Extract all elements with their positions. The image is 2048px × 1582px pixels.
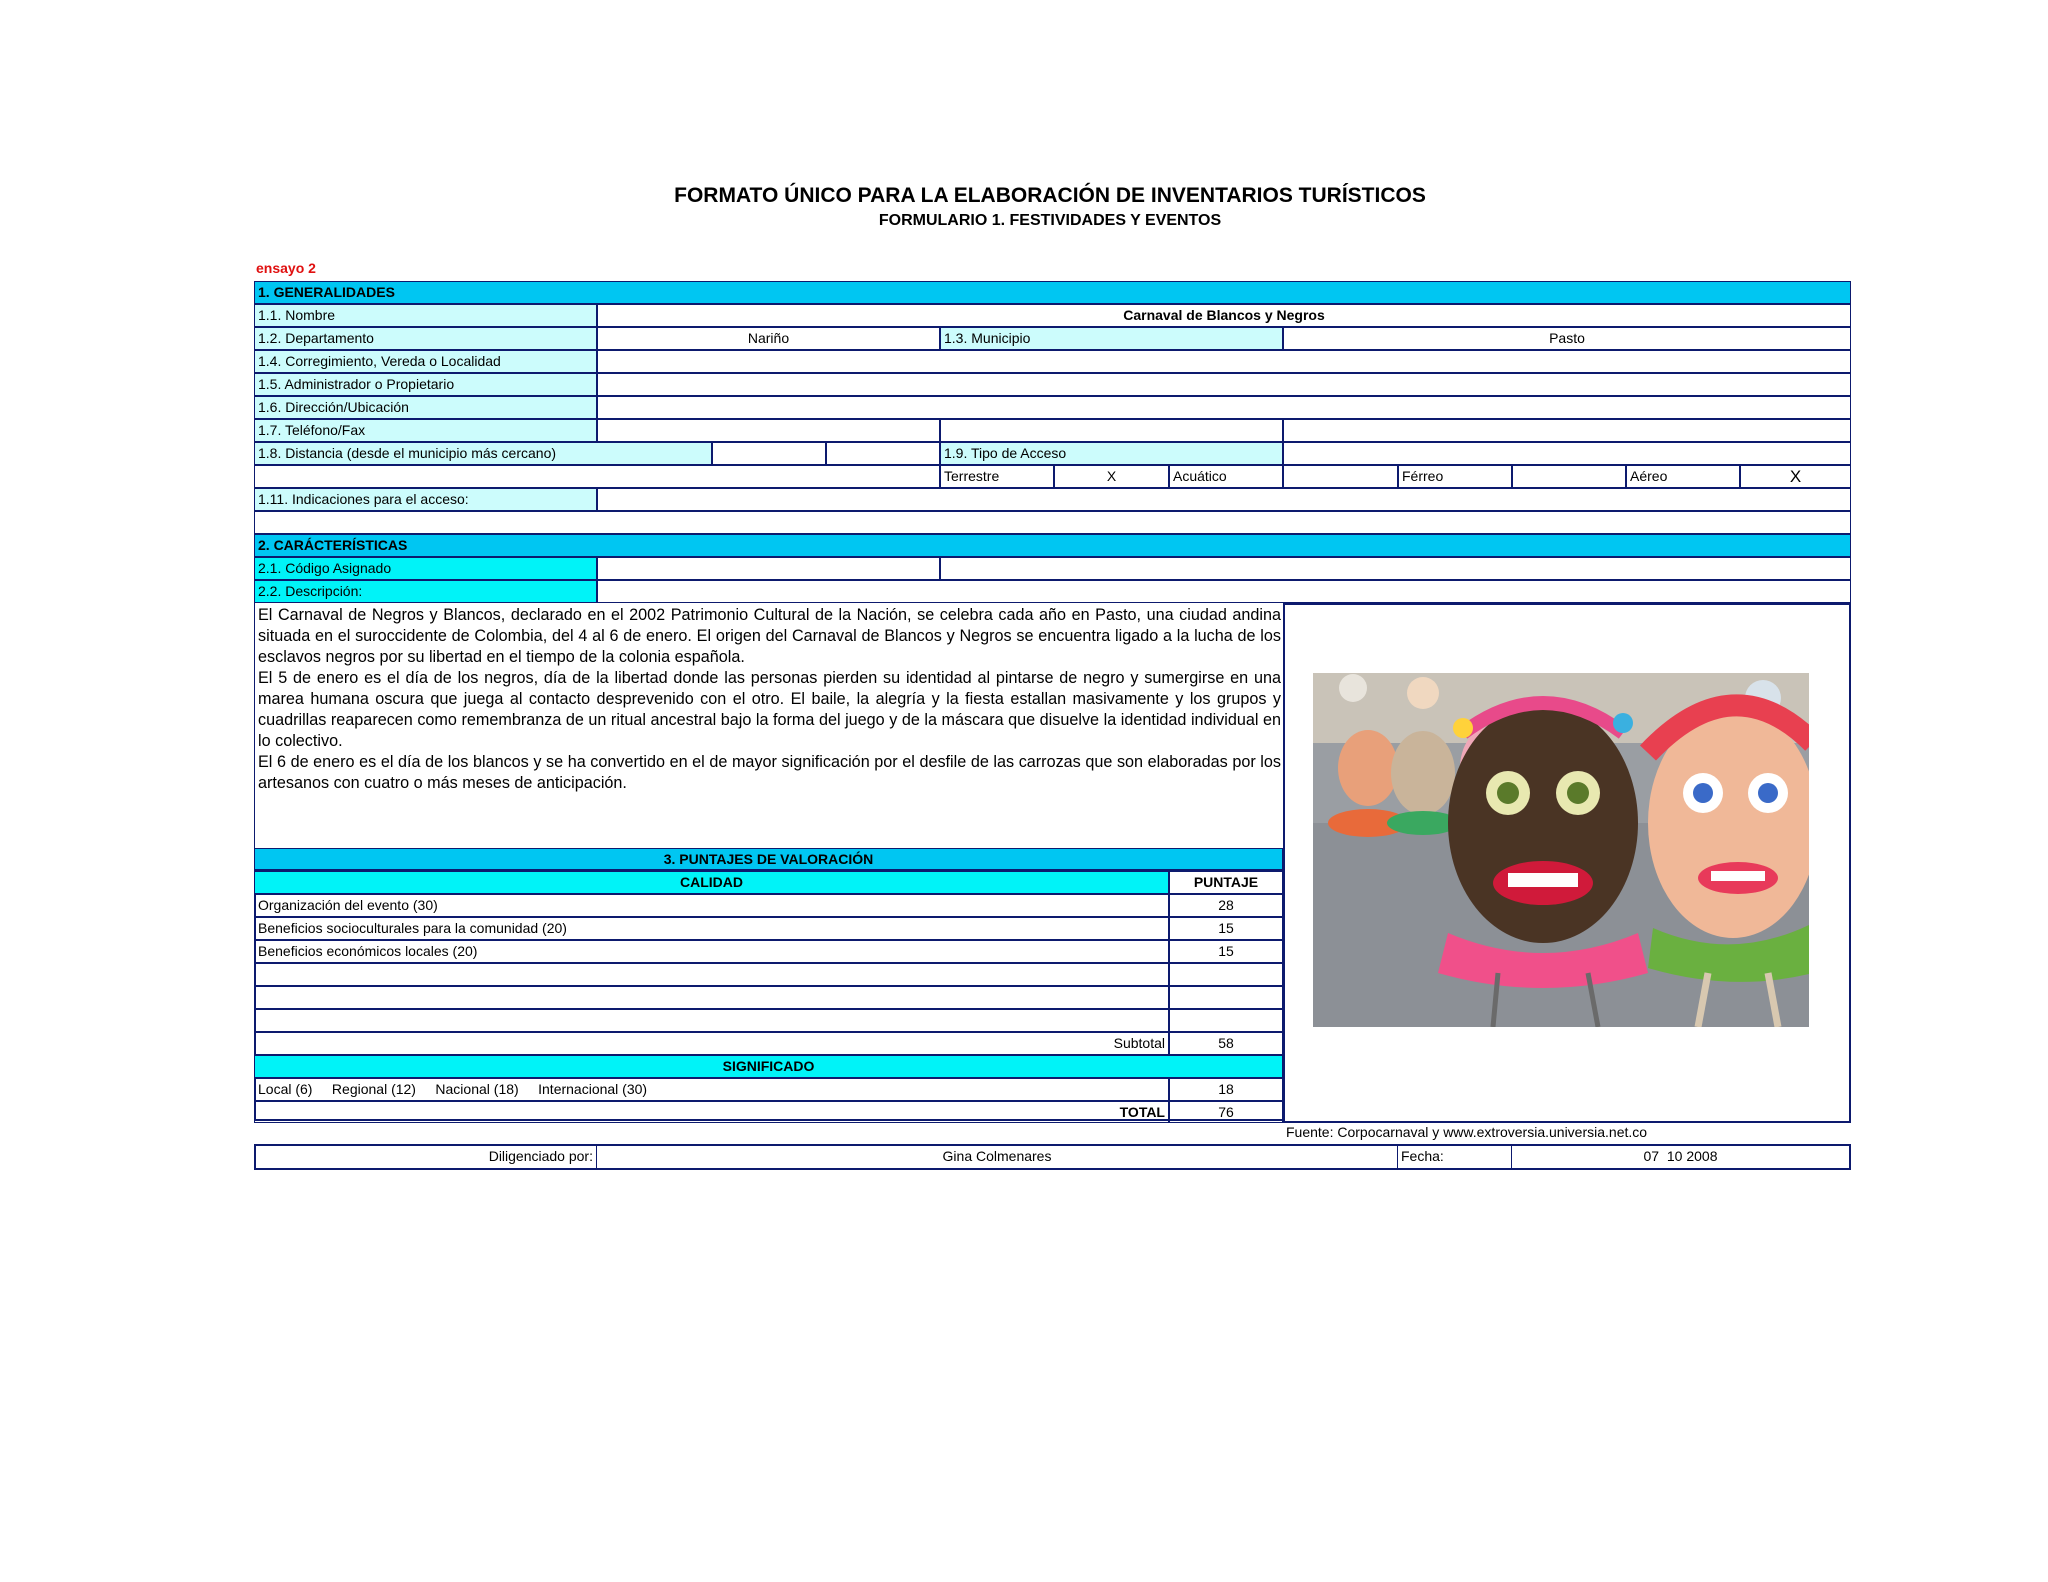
telefono-extra-2[interactable] — [1283, 419, 1851, 442]
direccion-value[interactable] — [597, 396, 1851, 419]
descripcion-header-blank — [597, 580, 1851, 603]
subtotal-value: 58 — [1169, 1032, 1283, 1055]
sheet-tag: ensayo 2 — [256, 260, 316, 276]
departamento-label: 1.2. Departamento — [254, 327, 597, 350]
codigo-extra[interactable] — [940, 557, 1851, 580]
descripcion-text — [256, 605, 1283, 794]
calidad-row-1-score[interactable]: 28 — [1169, 894, 1283, 917]
acuatico-checkbox[interactable] — [1283, 465, 1398, 488]
nombre-label: 1.1. Nombre — [254, 304, 597, 327]
diligenciado-value[interactable]: Gina Colmenares — [597, 1146, 1398, 1168]
direccion-label: 1.6. Dirección/Ubicación — [254, 396, 597, 419]
distancia-value[interactable] — [712, 442, 826, 465]
calidad-header: CALIDAD — [254, 871, 1169, 894]
terrestre-checkbox[interactable]: X — [1054, 465, 1169, 488]
calidad-row-2-label: Beneficios socioculturales para la comunidad (20) — [254, 917, 1169, 940]
calidad-row-3-label: Beneficios económicos locales (20) — [254, 940, 1169, 963]
section-puntajes: 3. PUNTAJES DE VALORACIÓN — [254, 848, 1283, 871]
aereo-label: Aéreo — [1626, 465, 1740, 488]
subtotal-label: Subtotal — [254, 1032, 1169, 1055]
indicaciones-label: 1.11. Indicaciones para el acceso: — [254, 488, 597, 511]
codigo-label: 2.1. Código Asignado — [254, 557, 597, 580]
significado-options: Local (6) Regional (12) Nacional (18) Internacional (30) — [254, 1078, 1169, 1101]
terrestre-label: Terrestre — [940, 465, 1054, 488]
significado-value[interactable]: 18 — [1169, 1078, 1283, 1101]
descripcion-paragraph-1: El Carnaval de Negros y Blancos, declarado en el 2002 Patrimonio Cultural de la Nación, se celebra cada año en Pasto, una ciudad andina situada en el suroccidente de Colombia, del 4 al 6 de enero. El origen del Carnaval de Blancos y Negros se encuentra ligado a la lucha de los esclavos negros por su libertad en el tiempo de la colonia española. — [258, 606, 1281, 666]
fecha-value[interactable]: 07 10 2008 — [1643, 1148, 1718, 1164]
administrador-value[interactable] — [597, 373, 1851, 396]
carnival-photo — [1313, 673, 1809, 1027]
total-value: 76 — [1169, 1101, 1283, 1123]
calidad-row-blank — [254, 986, 1169, 1009]
corregimiento-value[interactable] — [597, 350, 1851, 373]
departamento-value[interactable]: Nariño — [597, 327, 940, 350]
telefono-extra[interactable] — [940, 419, 1283, 442]
calidad-row-blank-score[interactable] — [1169, 963, 1283, 986]
carnival-masks-illustration — [1313, 673, 1809, 1027]
corregimiento-label: 1.4. Corregimiento, Vereda o Localidad — [254, 350, 597, 373]
calidad-row-1-label: Organización del evento (30) — [254, 894, 1169, 917]
calidad-row-blank — [254, 1009, 1169, 1032]
indicaciones-continued[interactable] — [254, 511, 1851, 534]
distancia-label: 1.8. Distancia (desde el municipio más cercano) — [254, 442, 712, 465]
tipo-acceso-value[interactable] — [1283, 442, 1851, 465]
calidad-row-blank-score[interactable] — [1169, 986, 1283, 1009]
tipo-acceso-label: 1.9. Tipo de Acceso — [940, 442, 1283, 465]
telefono-label: 1.7. Teléfono/Fax — [254, 419, 597, 442]
puntaje-header: PUNTAJE — [1169, 871, 1283, 894]
section-generalidades: 1. GENERALIDADES — [254, 281, 1851, 304]
distancia-unit[interactable] — [826, 442, 940, 465]
telefono-value[interactable] — [597, 419, 940, 442]
section-caracteristicas: 2. CARÁCTERÍSTICAS — [254, 534, 1851, 557]
calidad-row-2-score[interactable]: 15 — [1169, 917, 1283, 940]
administrador-label: 1.5. Administrador o Propietario — [254, 373, 597, 396]
page-title: FORMATO ÚNICO PARA LA ELABORACIÓN DE INVENTARIOS TURÍSTICOS — [674, 184, 1426, 207]
acceso-blank — [254, 465, 940, 488]
calidad-row-blank — [254, 963, 1169, 986]
ferreo-label: Férreo — [1398, 465, 1512, 488]
total-label: TOTAL — [254, 1101, 1169, 1123]
indicaciones-value[interactable] — [597, 488, 1851, 511]
aereo-checkbox[interactable]: X — [1740, 465, 1851, 488]
codigo-value[interactable] — [597, 557, 940, 580]
fuente-text: Fuente: Corpocarnaval y www.extroversia.universia.net.co — [1286, 1124, 1648, 1140]
descripcion-paragraph-2: El 5 de enero es el día de los negros, día de la libertad donde las personas pierden su identidad al pintarse de negro y sumergirse en una marea humana oscura que juega al contacto desprevenido con el otro. El baile, la alegría y la fiesta estallan masivamente y los grupos y cuadrillas reaparecen como remembranza de un ritual ancestral bajo la forma del juego y de la máscara que disuelve la identidad individual en lo colectivo. — [258, 669, 1281, 750]
page-subtitle: FORMULARIO 1. FESTIVIDADES Y EVENTOS — [878, 212, 1222, 229]
municipio-value[interactable]: Pasto — [1283, 327, 1851, 350]
descripcion-paragraph-3: El 6 de enero es el día de los blancos y se ha convertido en el de mayor significación por el desfile de las carrozas que son elaboradas por los artesanos con cuatro o más meses de anticipación. — [258, 753, 1281, 792]
acuatico-label: Acuático — [1169, 465, 1283, 488]
significado-header: SIGNIFICADO — [254, 1055, 1283, 1078]
ferreo-checkbox[interactable] — [1512, 465, 1626, 488]
fecha-label: Fecha: — [1398, 1146, 1512, 1168]
calidad-row-blank-score[interactable] — [1169, 1009, 1283, 1032]
municipio-label: 1.3. Municipio — [940, 327, 1283, 350]
descripcion-label: 2.2. Descripción: — [254, 580, 597, 603]
nombre-value[interactable]: Carnaval de Blancos y Negros — [597, 304, 1851, 327]
diligenciado-label: Diligenciado por: — [256, 1146, 597, 1168]
calidad-row-3-score[interactable]: 15 — [1169, 940, 1283, 963]
